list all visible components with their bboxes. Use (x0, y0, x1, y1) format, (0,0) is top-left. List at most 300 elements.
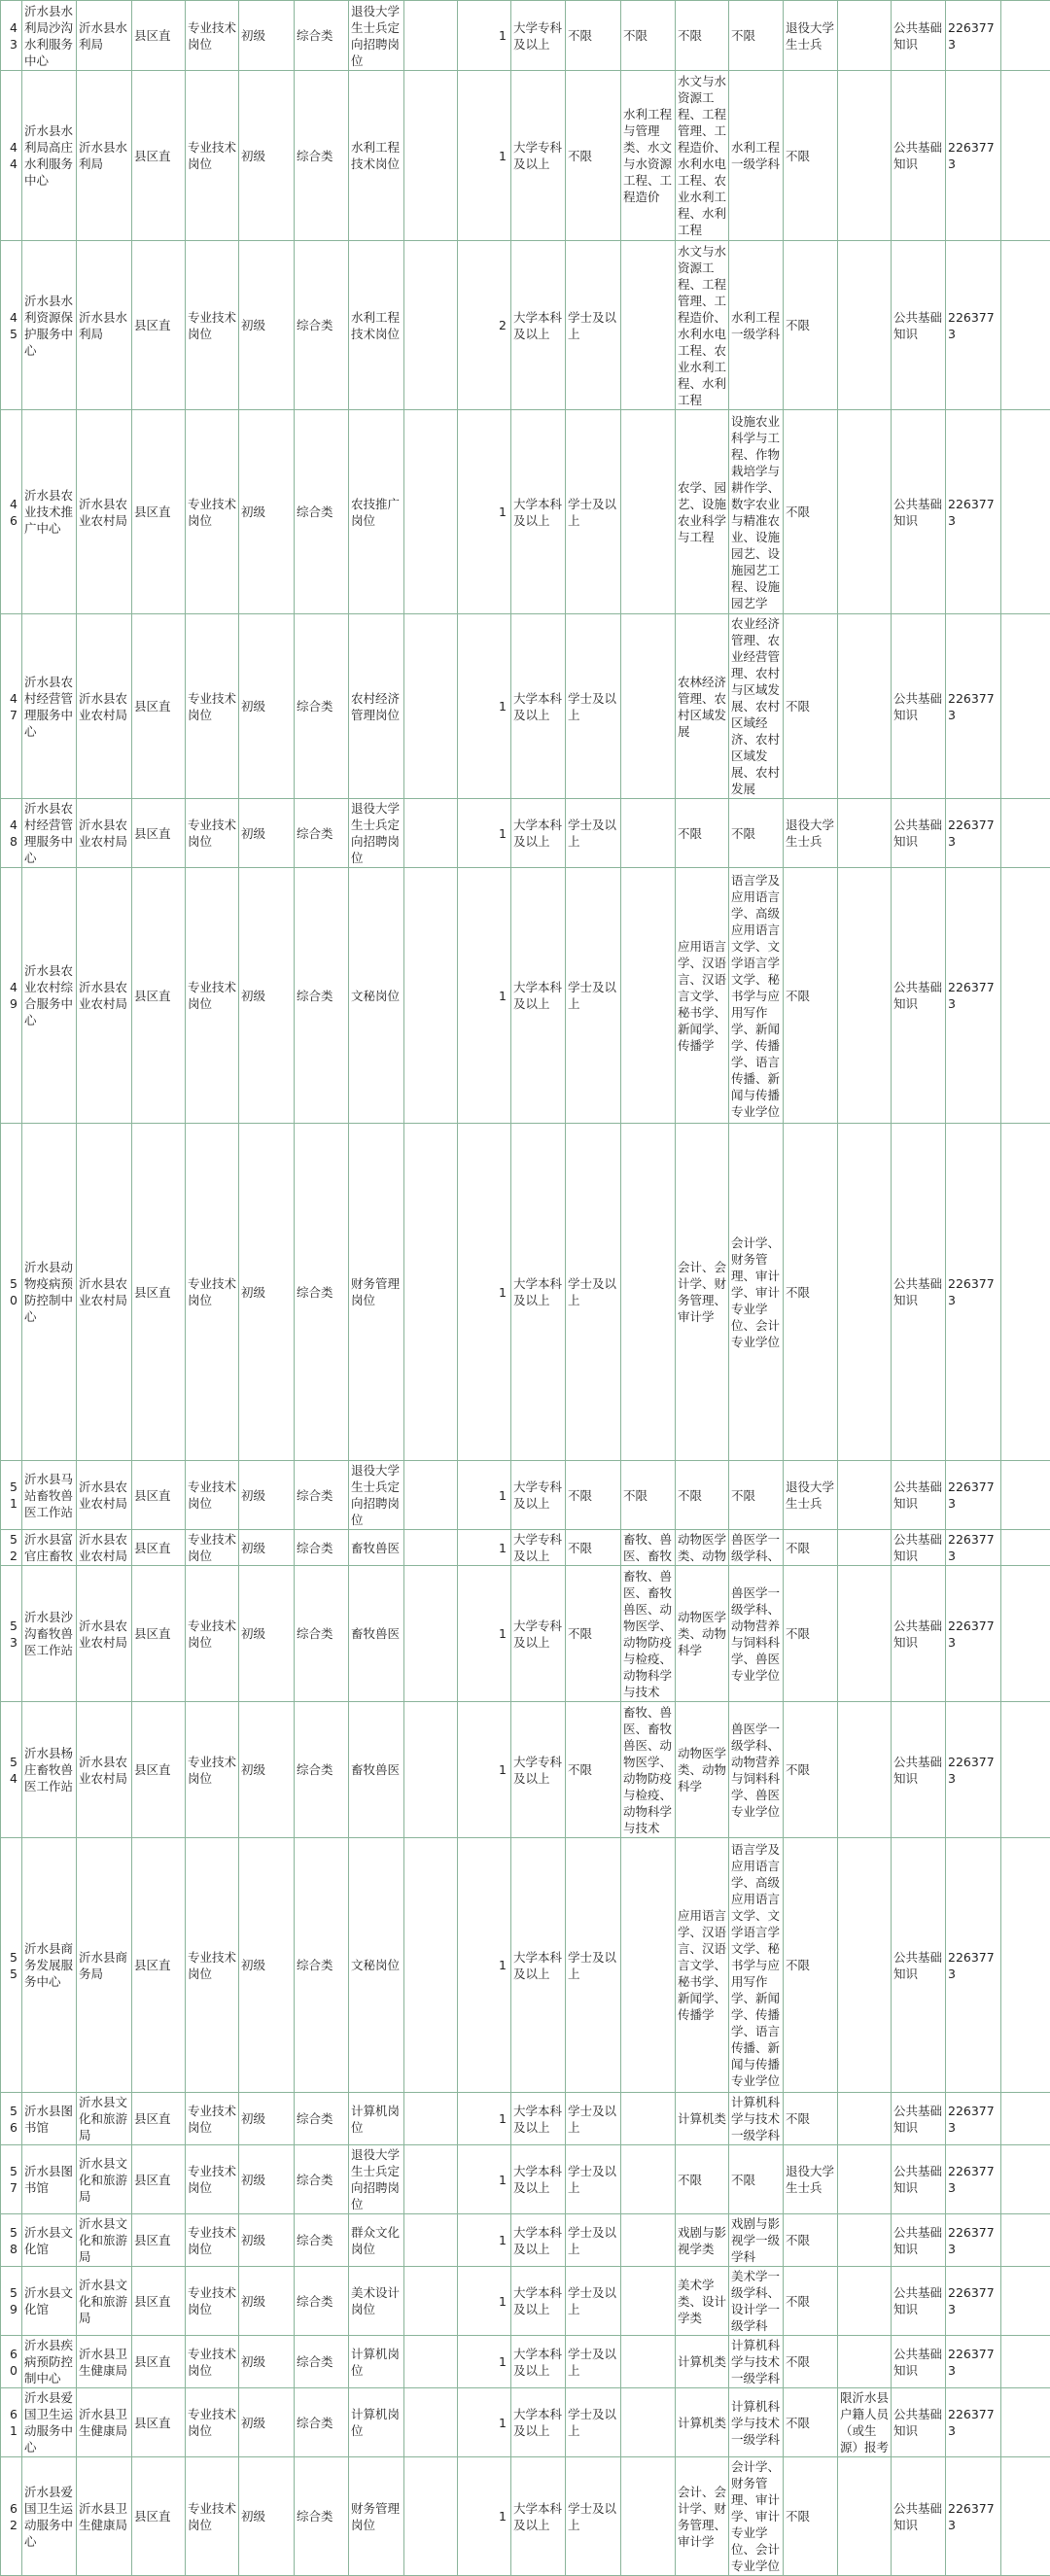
table-cell: 综合类 (295, 868, 349, 1124)
table-cell: 不限 (784, 2267, 838, 2336)
table-row (1, 2145, 1050, 2214)
table-cell: 计算机科学与技术一级学科 (729, 2336, 784, 2388)
table-cell: 不限 (784, 1838, 838, 2093)
table-cell: 公共基础知识 (892, 2457, 946, 2576)
table-cell: 2263773 (946, 1566, 1001, 1702)
table-cell: 专业技术岗位 (186, 1124, 239, 1461)
table-cell (621, 2267, 676, 2336)
table-cell: 不限 (784, 1530, 838, 1566)
table-cell: 不限 (784, 1124, 838, 1461)
table-cell: 动物医学类、动物科学 (676, 1566, 729, 1702)
table-cell (404, 1702, 458, 1838)
table-cell: 公共基础知识 (892, 868, 946, 1124)
table-cell (1001, 1124, 1050, 1461)
table-cell: 沂水县文化馆 (22, 2267, 77, 2336)
table-cell: 1 (458, 799, 511, 868)
table-cell (838, 2457, 892, 2576)
table-cell: 公共基础知识 (892, 1461, 946, 1530)
table-cell: 大学本科及以上 (511, 868, 566, 1124)
table-cell: 动物医学类、动物科学 (676, 1702, 729, 1838)
table-cell (404, 2267, 458, 2336)
table-cell: 县区直 (132, 2214, 186, 2267)
table-cell: 55 (1, 1838, 22, 2093)
table-cell: 公共基础知识 (892, 1702, 946, 1838)
table-cell: 县区直 (132, 614, 186, 799)
table-cell (1001, 1530, 1050, 1566)
table-cell: 综合类 (295, 1530, 349, 1566)
table-cell: 沂水县商务局 (77, 1838, 132, 2093)
table-cell (621, 241, 676, 410)
table-cell (1001, 2145, 1050, 2214)
table-cell: 初级 (239, 410, 295, 614)
table-cell: 语言学及应用语言学、高级应用语言文学、文学语言学文学、秘书学与应用写作学、新闻学、传播学、语言传播、新闻与传播专业学位 (729, 868, 784, 1124)
table-cell: 县区直 (132, 1461, 186, 1530)
table-cell: 初级 (239, 2336, 295, 2388)
table-cell: 专业技术岗位 (186, 1, 239, 71)
table-cell: 大学本科及以上 (511, 2457, 566, 2576)
table-cell: 62 (1, 2457, 22, 2576)
table-cell: 44 (1, 71, 22, 241)
table-cell: 大学专科及以上 (511, 1702, 566, 1838)
table-cell: 49 (1, 868, 22, 1124)
table-cell (404, 2336, 458, 2388)
table-cell: 2263773 (946, 1124, 1001, 1461)
table-cell: 戏剧与影视学一级学科 (729, 2214, 784, 2267)
table-cell: 综合类 (295, 1461, 349, 1530)
table-cell: 不限 (784, 2214, 838, 2267)
table-cell: 沂水县水利局 (77, 1, 132, 71)
table-cell: 专业技术岗位 (186, 1530, 239, 1566)
table-cell: 1 (458, 1838, 511, 2093)
table-cell: 计算机类 (676, 2388, 729, 2457)
table-cell: 初级 (239, 1, 295, 71)
table-cell: 沂水县杨庄畜牧兽医工作站 (22, 1702, 77, 1838)
table-cell: 公共基础知识 (892, 2145, 946, 2214)
table-cell: 专业技术岗位 (186, 2388, 239, 2457)
table-cell: 沂水县文化馆 (22, 2214, 77, 2267)
table-cell: 2263773 (946, 1838, 1001, 2093)
table-cell: 专业技术岗位 (186, 799, 239, 868)
table-cell: 应用语言学、汉语言、汉语言文学、秘书学、新闻学、传播学 (676, 868, 729, 1124)
table-cell: 2263773 (946, 2457, 1001, 2576)
table-cell: 县区直 (132, 868, 186, 1124)
table-cell: 专业技术岗位 (186, 71, 239, 241)
table-cell: 综合类 (295, 1702, 349, 1838)
table-cell: 初级 (239, 2145, 295, 2214)
table-cell: 综合类 (295, 2336, 349, 2388)
table-cell: 县区直 (132, 71, 186, 241)
table-cell (404, 241, 458, 410)
table-cell: 应用语言学、汉语言、汉语言文学、秘书学、新闻学、传播学 (676, 1838, 729, 2093)
table-cell: 沂水县卫生健康局 (77, 2336, 132, 2388)
table-cell: 1 (458, 2336, 511, 2388)
table-cell (404, 799, 458, 868)
table-cell: 大学本科及以上 (511, 2093, 566, 2145)
table-row (1, 71, 1050, 241)
table-cell: 学士及以上 (566, 410, 621, 614)
table-cell (1001, 1566, 1050, 1702)
table-row (1, 1838, 1050, 2093)
table-cell: 专业技术岗位 (186, 410, 239, 614)
table-cell: 退役大学生士兵 (784, 2145, 838, 2214)
table-cell: 专业技术岗位 (186, 1838, 239, 2093)
table-cell: 52 (1, 1530, 22, 1566)
table-cell: 美术学类、设计学类 (676, 2267, 729, 2336)
table-cell: 会计学、财务管理、审计学、审计专业学位、会计专业学位 (729, 1124, 784, 1461)
table-cell (1001, 2214, 1050, 2267)
table-cell: 不限 (784, 614, 838, 799)
table-cell: 综合类 (295, 2457, 349, 2576)
table-cell (838, 2145, 892, 2214)
table-cell: 1 (458, 71, 511, 241)
table-cell: 不限 (784, 71, 838, 241)
table-cell (1001, 2388, 1050, 2457)
table-cell: 县区直 (132, 2093, 186, 2145)
table-cell: 不限 (784, 868, 838, 1124)
table-cell: 沂水县文化和旅游局 (77, 2093, 132, 2145)
table-cell: 水文与水资源工程、工程管理、工程造价、水利水电工程、农业水利工程、水利工程 (676, 71, 729, 241)
table-cell: 沂水县农业技术推广中心 (22, 410, 77, 614)
table-row (1, 1124, 1050, 1461)
table-cell: 47 (1, 614, 22, 799)
table-cell: 动物医学类、动物 (676, 1530, 729, 1566)
table-cell: 2263773 (946, 614, 1001, 799)
table-cell: 不限 (566, 1530, 621, 1566)
table-cell: 大学本科及以上 (511, 241, 566, 410)
table-cell: 公共基础知识 (892, 2388, 946, 2457)
table-cell (404, 2145, 458, 2214)
table-cell: 不限 (676, 1461, 729, 1530)
table-cell: 1 (458, 1566, 511, 1702)
table-cell: 54 (1, 1702, 22, 1838)
table-cell: 水文与水资源工程、工程管理、工程造价、水利水电工程、农业水利工程、水利工程 (676, 241, 729, 410)
table-cell: 退役大学生士兵定向招聘岗位 (349, 1461, 404, 1530)
table-cell: 专业技术岗位 (186, 2145, 239, 2214)
table-cell: 大学本科及以上 (511, 410, 566, 614)
table-cell: 初级 (239, 2388, 295, 2457)
table-cell: 县区直 (132, 2267, 186, 2336)
table-cell: 大学本科及以上 (511, 2267, 566, 2336)
table-cell: 计算机岗位 (349, 2336, 404, 2388)
table-cell: 不限 (676, 2145, 729, 2214)
table-cell: 学士及以上 (566, 868, 621, 1124)
table-cell: 不限 (729, 2145, 784, 2214)
table-cell: 公共基础知识 (892, 1566, 946, 1702)
table-cell: 沂水县农业农村局 (77, 799, 132, 868)
table-cell: 不限 (729, 1461, 784, 1530)
table-cell: 初级 (239, 1124, 295, 1461)
table-cell: 专业技术岗位 (186, 2457, 239, 2576)
table-cell: 2 (458, 241, 511, 410)
table-cell (404, 2388, 458, 2457)
table-cell (621, 410, 676, 614)
table-cell: 公共基础知识 (892, 2336, 946, 2388)
table-cell: 沂水县农业农村局 (77, 1124, 132, 1461)
table-cell: 兽医学一级学科、 (729, 1530, 784, 1566)
table-cell: 公共基础知识 (892, 1124, 946, 1461)
table-cell: 43 (1, 1, 22, 71)
table-cell: 2263773 (946, 2336, 1001, 2388)
table-cell: 初级 (239, 2093, 295, 2145)
table-cell: 2263773 (946, 1461, 1001, 1530)
table-cell: 1 (458, 2145, 511, 2214)
table-cell (838, 2267, 892, 2336)
table-cell: 沂水县农村经营管理服务中心 (22, 614, 77, 799)
table-cell: 不限 (784, 1566, 838, 1702)
table-cell: 沂水县爱国卫生运动服务中心 (22, 2388, 77, 2457)
table-cell: 沂水县文化和旅游局 (77, 2267, 132, 2336)
table-cell: 公共基础知识 (892, 410, 946, 614)
table-cell: 畜牧、兽医、畜牧兽医、动物医学、动物防疫与检疫、动物科学与技术 (621, 1702, 676, 1838)
table-cell (404, 1461, 458, 1530)
table-cell: 美术学一级学科、设计学一级学科 (729, 2267, 784, 2336)
table-cell (1001, 1838, 1050, 2093)
table-cell: 公共基础知识 (892, 2267, 946, 2336)
table-cell: 农业经济管理、农业经营管理、农村与区域发展、农村区域经济、农村区域发展、农村发展 (729, 614, 784, 799)
table-cell: 沂水县农村经营管理服务中心 (22, 799, 77, 868)
table-cell: 大学本科及以上 (511, 2336, 566, 2388)
table-cell (404, 2093, 458, 2145)
table-cell: 59 (1, 2267, 22, 2336)
table-cell: 沂水县农业农村局 (77, 614, 132, 799)
table-cell: 综合类 (295, 1124, 349, 1461)
table-cell: 县区直 (132, 410, 186, 614)
table-cell: 初级 (239, 2267, 295, 2336)
table-cell: 县区直 (132, 1566, 186, 1702)
table-cell: 县区直 (132, 2145, 186, 2214)
table-cell: 专业技术岗位 (186, 1566, 239, 1702)
table-cell: 沂水县卫生健康局 (77, 2457, 132, 2576)
table-cell (404, 1124, 458, 1461)
table-cell: 计算机类 (676, 2336, 729, 2388)
table-cell: 沂水县水利局 (77, 241, 132, 410)
table-cell (838, 868, 892, 1124)
table-cell: 限沂水县户籍人员（或生源）报考 (838, 2388, 892, 2457)
table-cell: 学士及以上 (566, 614, 621, 799)
table-row (1, 1, 1050, 71)
table-cell (621, 2145, 676, 2214)
table-cell: 沂水县富官庄畜牧 (22, 1530, 77, 1566)
table-cell: 不限 (621, 1461, 676, 1530)
table-cell: 60 (1, 2336, 22, 2388)
table-cell: 2263773 (946, 2267, 1001, 2336)
table-cell: 县区直 (132, 2388, 186, 2457)
table-cell (621, 2214, 676, 2267)
table-cell: 46 (1, 410, 22, 614)
table-cell: 57 (1, 2145, 22, 2214)
table-cell (404, 1566, 458, 1702)
table-cell: 畜牧、兽医、畜牧 (621, 1530, 676, 1566)
table-cell: 沂水县农业农村局 (77, 1566, 132, 1702)
table-cell: 学士及以上 (566, 2145, 621, 2214)
table-row (1, 2093, 1050, 2145)
table-row (1, 1530, 1050, 1566)
table-cell: 大学本科及以上 (511, 2388, 566, 2457)
table-cell: 公共基础知识 (892, 614, 946, 799)
table-cell: 综合类 (295, 410, 349, 614)
table-cell: 2263773 (946, 2214, 1001, 2267)
table-cell: 退役大学生士兵 (784, 1, 838, 71)
table-cell: 沂水县动物疫病预防控制中心 (22, 1124, 77, 1461)
table-cell: 学士及以上 (566, 1124, 621, 1461)
table-row (1, 1461, 1050, 1530)
table-cell: 大学本科及以上 (511, 1124, 566, 1461)
table-cell: 大学本科及以上 (511, 2145, 566, 2214)
table-cell: 公共基础知识 (892, 799, 946, 868)
table-cell: 专业技术岗位 (186, 2093, 239, 2145)
table-cell (404, 71, 458, 241)
table-cell: 48 (1, 799, 22, 868)
table-cell: 综合类 (295, 1566, 349, 1702)
table-cell (1001, 2093, 1050, 2145)
table-cell: 大学专科及以上 (511, 1530, 566, 1566)
table-cell: 初级 (239, 1702, 295, 1838)
table-cell (1001, 410, 1050, 614)
table-cell: 不限 (621, 1, 676, 71)
table-cell: 学士及以上 (566, 2336, 621, 2388)
table-cell: 学士及以上 (566, 2267, 621, 2336)
table-cell (838, 1702, 892, 1838)
table-cell: 专业技术岗位 (186, 2214, 239, 2267)
table-cell: 学士及以上 (566, 2093, 621, 2145)
table-cell: 县区直 (132, 1702, 186, 1838)
table-cell: 45 (1, 241, 22, 410)
table-cell (838, 2093, 892, 2145)
table-cell: 综合类 (295, 71, 349, 241)
table-cell (1001, 2457, 1050, 2576)
table-cell: 县区直 (132, 1530, 186, 1566)
table-cell: 公共基础知识 (892, 2214, 946, 2267)
table-cell: 综合类 (295, 2388, 349, 2457)
table-cell: 学士及以上 (566, 1838, 621, 2093)
table-cell: 计算机类 (676, 2093, 729, 2145)
table-cell: 初级 (239, 799, 295, 868)
table-cell: 不限 (566, 71, 621, 241)
table-cell: 综合类 (295, 2214, 349, 2267)
table-cell: 沂水县卫生健康局 (77, 2388, 132, 2457)
table-cell: 2263773 (946, 410, 1001, 614)
table-row (1, 2214, 1050, 2267)
table-cell: 初级 (239, 241, 295, 410)
table-cell (1001, 241, 1050, 410)
table-cell: 公共基础知识 (892, 1530, 946, 1566)
table-cell (621, 2093, 676, 2145)
table-cell: 沂水县水利资源保护服务中心 (22, 241, 77, 410)
table-cell: 不限 (784, 410, 838, 614)
table-cell: 计算机科学与技术一级学科 (729, 2388, 784, 2457)
table-cell: 不限 (566, 1702, 621, 1838)
table-cell: 县区直 (132, 1, 186, 71)
table-cell: 公共基础知识 (892, 241, 946, 410)
table-cell (838, 799, 892, 868)
table-cell: 2263773 (946, 1702, 1001, 1838)
table-cell (1001, 2267, 1050, 2336)
table-cell: 2263773 (946, 2145, 1001, 2214)
table-row (1, 2267, 1050, 2336)
table-cell: 大学专科及以上 (511, 1566, 566, 1702)
table-cell: 水利工程一级学科 (729, 241, 784, 410)
table-cell: 大学专科及以上 (511, 1, 566, 71)
table-cell: 综合类 (295, 614, 349, 799)
table-cell (838, 410, 892, 614)
table-cell: 沂水县疾病预防控制中心 (22, 2336, 77, 2388)
table-cell: 初级 (239, 1566, 295, 1702)
table-cell: 2263773 (946, 2093, 1001, 2145)
table-cell: 水利工程技术岗位 (349, 71, 404, 241)
table-cell: 水利工程与管理类、水文与水资源工程、工程造价 (621, 71, 676, 241)
table-cell: 综合类 (295, 2267, 349, 2336)
table-cell: 不限 (784, 2388, 838, 2457)
table-cell: 文秘岗位 (349, 868, 404, 1124)
table-cell: 2263773 (946, 71, 1001, 241)
table-cell: 农学、园艺、设施农业科学与工程 (676, 410, 729, 614)
table-cell (838, 241, 892, 410)
table-cell: 1 (458, 614, 511, 799)
table-cell: 综合类 (295, 1838, 349, 2093)
table-cell: 初级 (239, 614, 295, 799)
table-cell: 沂水县农业农村局 (77, 868, 132, 1124)
table-cell: 1 (458, 2388, 511, 2457)
table-cell: 1 (458, 1530, 511, 1566)
table-row (1, 614, 1050, 799)
table-cell: 计算机岗位 (349, 2388, 404, 2457)
table-cell: 不限 (729, 799, 784, 868)
table-cell: 沂水县水利局 (77, 71, 132, 241)
table-cell (1001, 1, 1050, 71)
table-cell: 退役大学生士兵定向招聘岗位 (349, 2145, 404, 2214)
table-cell: 沂水县水利局高庄水利服务中心 (22, 71, 77, 241)
table-cell: 学士及以上 (566, 241, 621, 410)
table-cell: 53 (1, 1566, 22, 1702)
table-cell: 初级 (239, 71, 295, 241)
table-cell (838, 614, 892, 799)
table-cell: 专业技术岗位 (186, 614, 239, 799)
table-cell: 戏剧与影视学类 (676, 2214, 729, 2267)
table-cell: 学士及以上 (566, 799, 621, 868)
table-cell: 退役大学生士兵定向招聘岗位 (349, 799, 404, 868)
table-cell: 大学专科及以上 (511, 1461, 566, 1530)
table-cell: 县区直 (132, 799, 186, 868)
table-cell (838, 2336, 892, 2388)
table-cell: 会计、会计学、财务管理、审计学 (676, 2457, 729, 2576)
table-cell: 沂水县农业农村综合服务中心 (22, 868, 77, 1124)
table-cell: 畜牧兽医 (349, 1566, 404, 1702)
table-cell (838, 1461, 892, 1530)
table-cell: 县区直 (132, 1124, 186, 1461)
table-cell: 县区直 (132, 241, 186, 410)
table-cell (404, 410, 458, 614)
table-cell: 沂水县沙沟畜牧兽医工作站 (22, 1566, 77, 1702)
table-cell (621, 2457, 676, 2576)
table-cell (621, 614, 676, 799)
table-cell (838, 1566, 892, 1702)
table-cell: 综合类 (295, 241, 349, 410)
table-cell: 1 (458, 1702, 511, 1838)
table-cell: 专业技术岗位 (186, 241, 239, 410)
table-cell (1001, 868, 1050, 1124)
table-cell (838, 71, 892, 241)
table-cell: 2263773 (946, 2388, 1001, 2457)
table-row (1, 2388, 1050, 2457)
table-cell: 综合类 (295, 2093, 349, 2145)
table-cell: 不限 (784, 2093, 838, 2145)
table-cell: 不限 (729, 1, 784, 71)
table-cell: 1 (458, 1, 511, 71)
table-cell (621, 799, 676, 868)
table-row (1, 2457, 1050, 2576)
table-cell: 1 (458, 2214, 511, 2267)
table-cell: 1 (458, 2093, 511, 2145)
